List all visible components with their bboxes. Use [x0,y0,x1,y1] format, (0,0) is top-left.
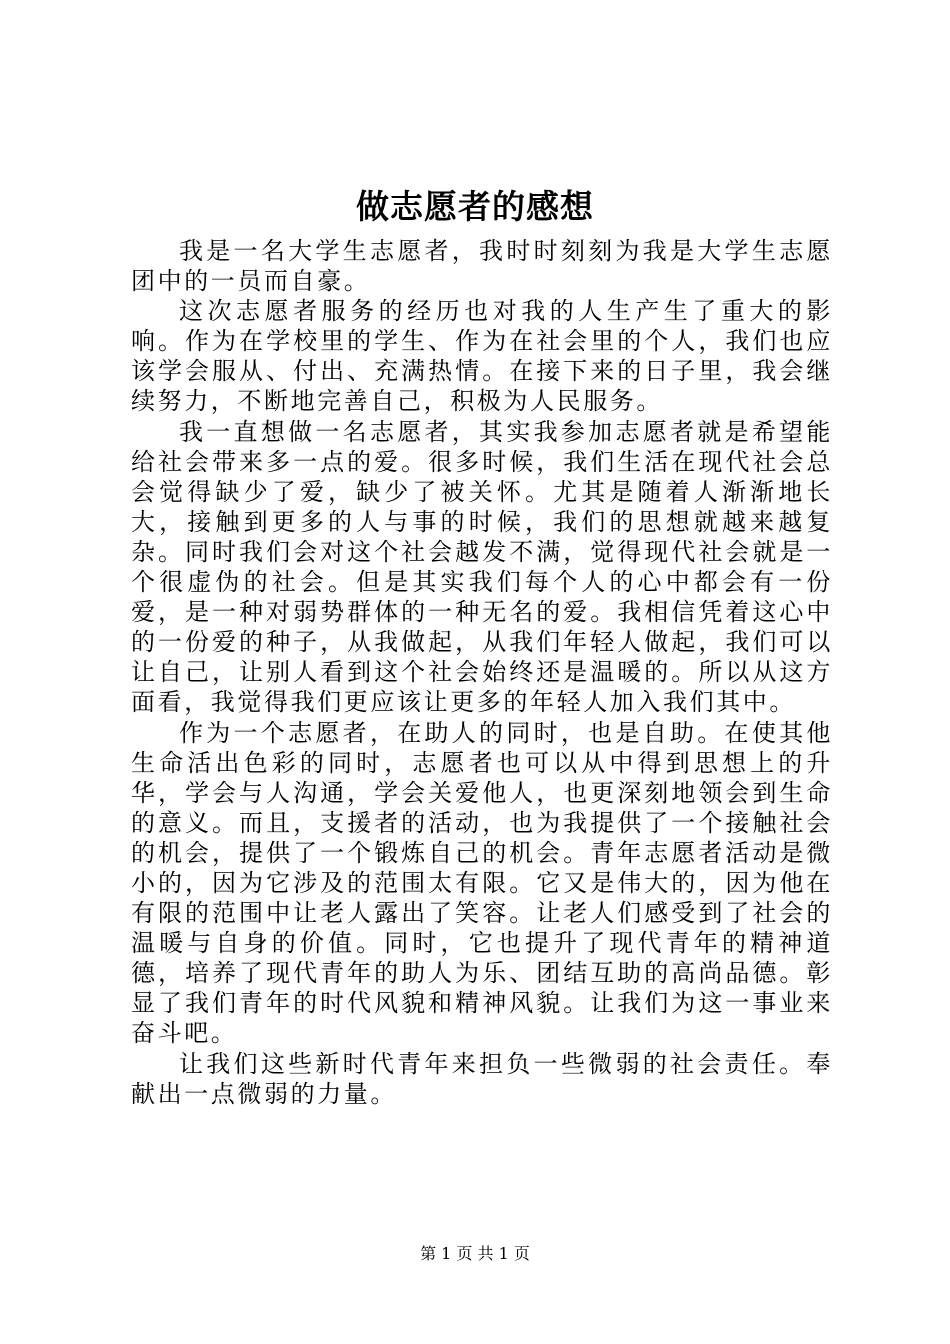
paragraph-5: 让我们这些新时代青年来担负一些微弱的社会责任。奉献出一点微弱的力量。 [131,1049,833,1108]
paragraph-2: 这次志愿者服务的经历也对我的人生产生了重大的影响。作为在学校里的学生、作为在社会里的个人，我们也应该学会服从、付出、充满热情。在接下来的日子里，我会继续努力，不断地完善自己，积极为人民服务。 [131,297,833,416]
paragraph-4: 作为一个志愿者，在助人的同时，也是自助。在使其他生命活出色彩的同时，志愿者也可以从中得到思想上的升华，学会与人沟通，学会关爱他人，也更深刻地领会到生命的意义。而且，支援者的活动，也为我提供了一个接触社会的机会，提供了一个锻炼自己的机会。青年志愿者活动是微小的，因为它涉及的范围太有限。它又是伟大的，因为他在有限的范围中让老人露出了笑容。让老人们感受到了社会的温暖与自身的价值。同时，它也提升了现代青年的精神道德，培养了现代青年的助人为乐、团结互助的高尚品德。彰显了我们青年的时代风貌和精神风貌。让我们为这一事业来奋斗吧。 [131,718,833,1048]
paragraph-1: 我是一名大学生志愿者，我时时刻刻为我是大学生志愿团中的一员而自豪。 [131,237,833,296]
document-title: 做志愿者的感想 [356,187,594,226]
page-number-footer: 第 1 页 共 1 页 [420,1244,530,1263]
paragraph-3: 我一直想做一名志愿者，其实我参加志愿者就是希望能给社会带来多一点的爱。很多时候，我们生活在现代社会总会觉得缺少了爱，缺少了被关怀。尤其是随着人渐渐地长大，接触到更多的人与事的时候，我们的思想就越来越复杂。同时我们会对这个社会越发不满，觉得现代社会就是一个很虚伪的社会。但是其实我们每个人的心中都会有一份爱，是一种对弱势群体的一种无名的爱。我相信凭着这心中的一份爱的种子，从我做起，从我们年轻人做起，我们可以让自己，让别人看到这个社会始终还是温暖的。所以从这方面看，我觉得我们更应该让更多的年轻人加入我们其中。 [131,417,833,717]
document-body [131,236,833,1109]
